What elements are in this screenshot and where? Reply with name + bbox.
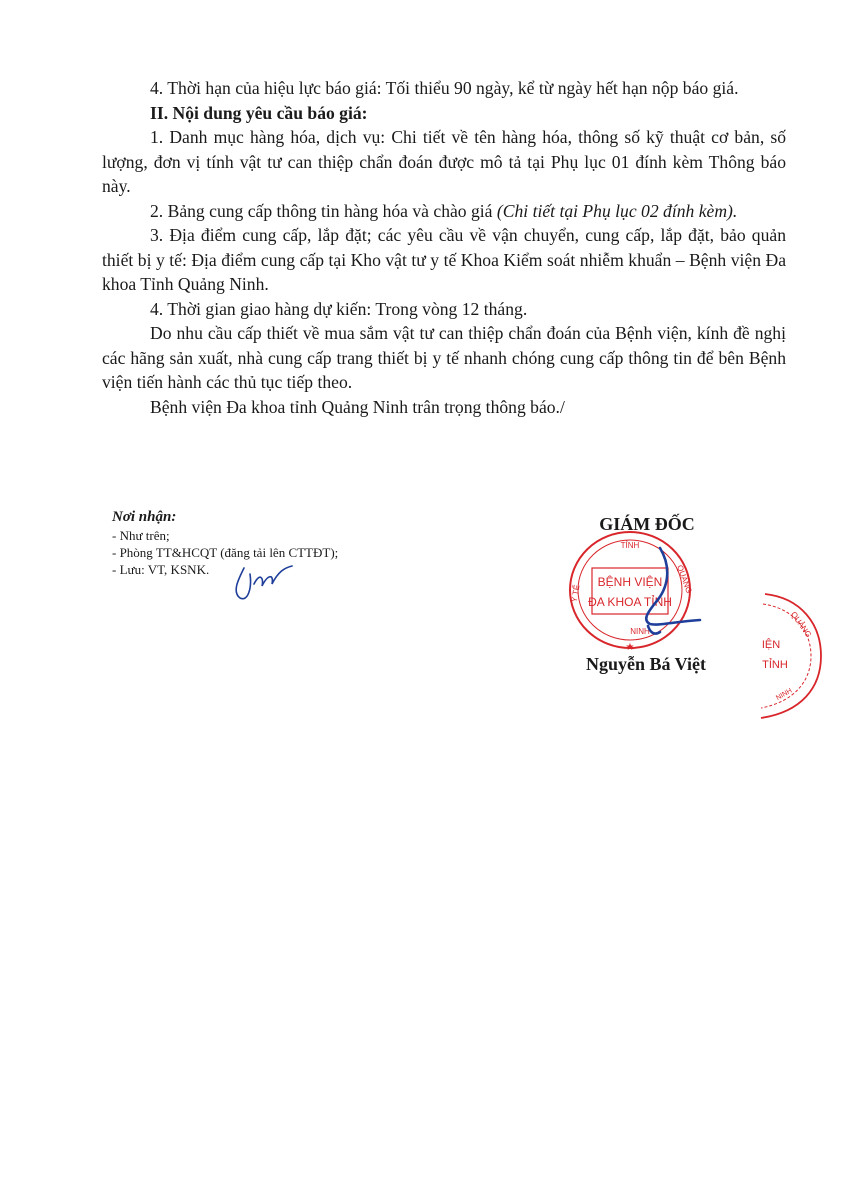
margin-seal-arc-text: QUẢNG <box>788 609 814 640</box>
seal-bottom-text: NINH <box>630 627 650 636</box>
seal-right-text: QUẢNG <box>675 563 694 595</box>
signatory-title: GIÁM ĐỐC <box>599 514 695 534</box>
paragraph-validity: 4. Thời hạn của hiệu lực báo giá: Tối thiểu 90 ngày, kể từ ngày hết hạn nộp báo giá. <box>150 78 739 98</box>
paragraph-delivery: 4. Thời gian giao hàng dự kiến: Trong vòng 12 tháng. <box>150 298 528 319</box>
seal-star-icon: ★ <box>625 642 635 653</box>
recipients-title: Nơi nhận: <box>112 509 177 525</box>
section-heading: II. Nội dung yêu cầu báo giá: <box>150 102 368 123</box>
seal-line-2: ĐA KHOA TỈNH <box>588 595 672 609</box>
margin-seal-line-2: TỈNH <box>762 659 788 671</box>
margin-seal <box>735 588 847 728</box>
seal-line-1: BỆNH VIỆN <box>597 575 663 589</box>
paragraph-request: Do nhu cầu cấp thiết về mua sắm vật tư can thiệp chẩn đoán của Bệnh viện, kính đề nghị các hãng sản xuất, nhà cung cấp trang thiết bị y tế nhanh chóng cung cấp thông tin để bên Bệnh viện tiến hành các thủ tục tiếp theo. <box>102 323 786 392</box>
margin-seal-bottom-text: NINH <box>775 687 794 703</box>
recipient-item: - Như trên; <box>112 528 170 543</box>
paragraph-price-table <box>102 199 786 224</box>
signatory-name: Nguyễn Bá Việt <box>585 654 706 674</box>
price-table-text: 2. Bảng cung cấp thông tin hàng hóa và chào giá <box>150 200 497 221</box>
seal-left-text: Y TẾ <box>569 584 582 603</box>
paragraph-goods-list: 1. Danh mục hàng hóa, dịch vụ: Chi tiết về tên hàng hóa, thông số kỹ thuật cơ bản, số lượng, đơn vị tính vật tư can thiệp chẩn đoán được mô tả tại Phụ lục 01 đính kèm Thông báo này. <box>102 127 786 196</box>
hospital-seal <box>560 528 710 658</box>
price-table-note: (Chi tiết tại Phụ lục 02 đính kèm). <box>496 200 738 221</box>
paragraph-closing: Bệnh viện Đa khoa tỉnh Quảng Ninh trân trọng thông báo./ <box>150 396 565 417</box>
recipient-item: - Phòng TT&HCQT (đăng tải lên CTTĐT); <box>112 545 339 560</box>
seal-top-text: TỈNH <box>620 541 640 550</box>
document-body <box>102 76 786 419</box>
margin-seal-line-1: IỆN <box>761 639 781 651</box>
handwritten-initials <box>226 560 296 605</box>
paragraph-location: 3. Địa điểm cung cấp, lắp đặt; các yêu cầu về vận chuyển, cung cấp, lắp đặt, bảo quản thiết bị y tế: Địa điểm cung cấp tại Kho vật tư y tế Khoa Kiểm soát nhiễm khuẩn – Bệnh viện Đa khoa Tỉnh Quảng Ninh. <box>102 225 786 294</box>
recipient-item: - Lưu: VT, KSNK. <box>112 562 210 577</box>
